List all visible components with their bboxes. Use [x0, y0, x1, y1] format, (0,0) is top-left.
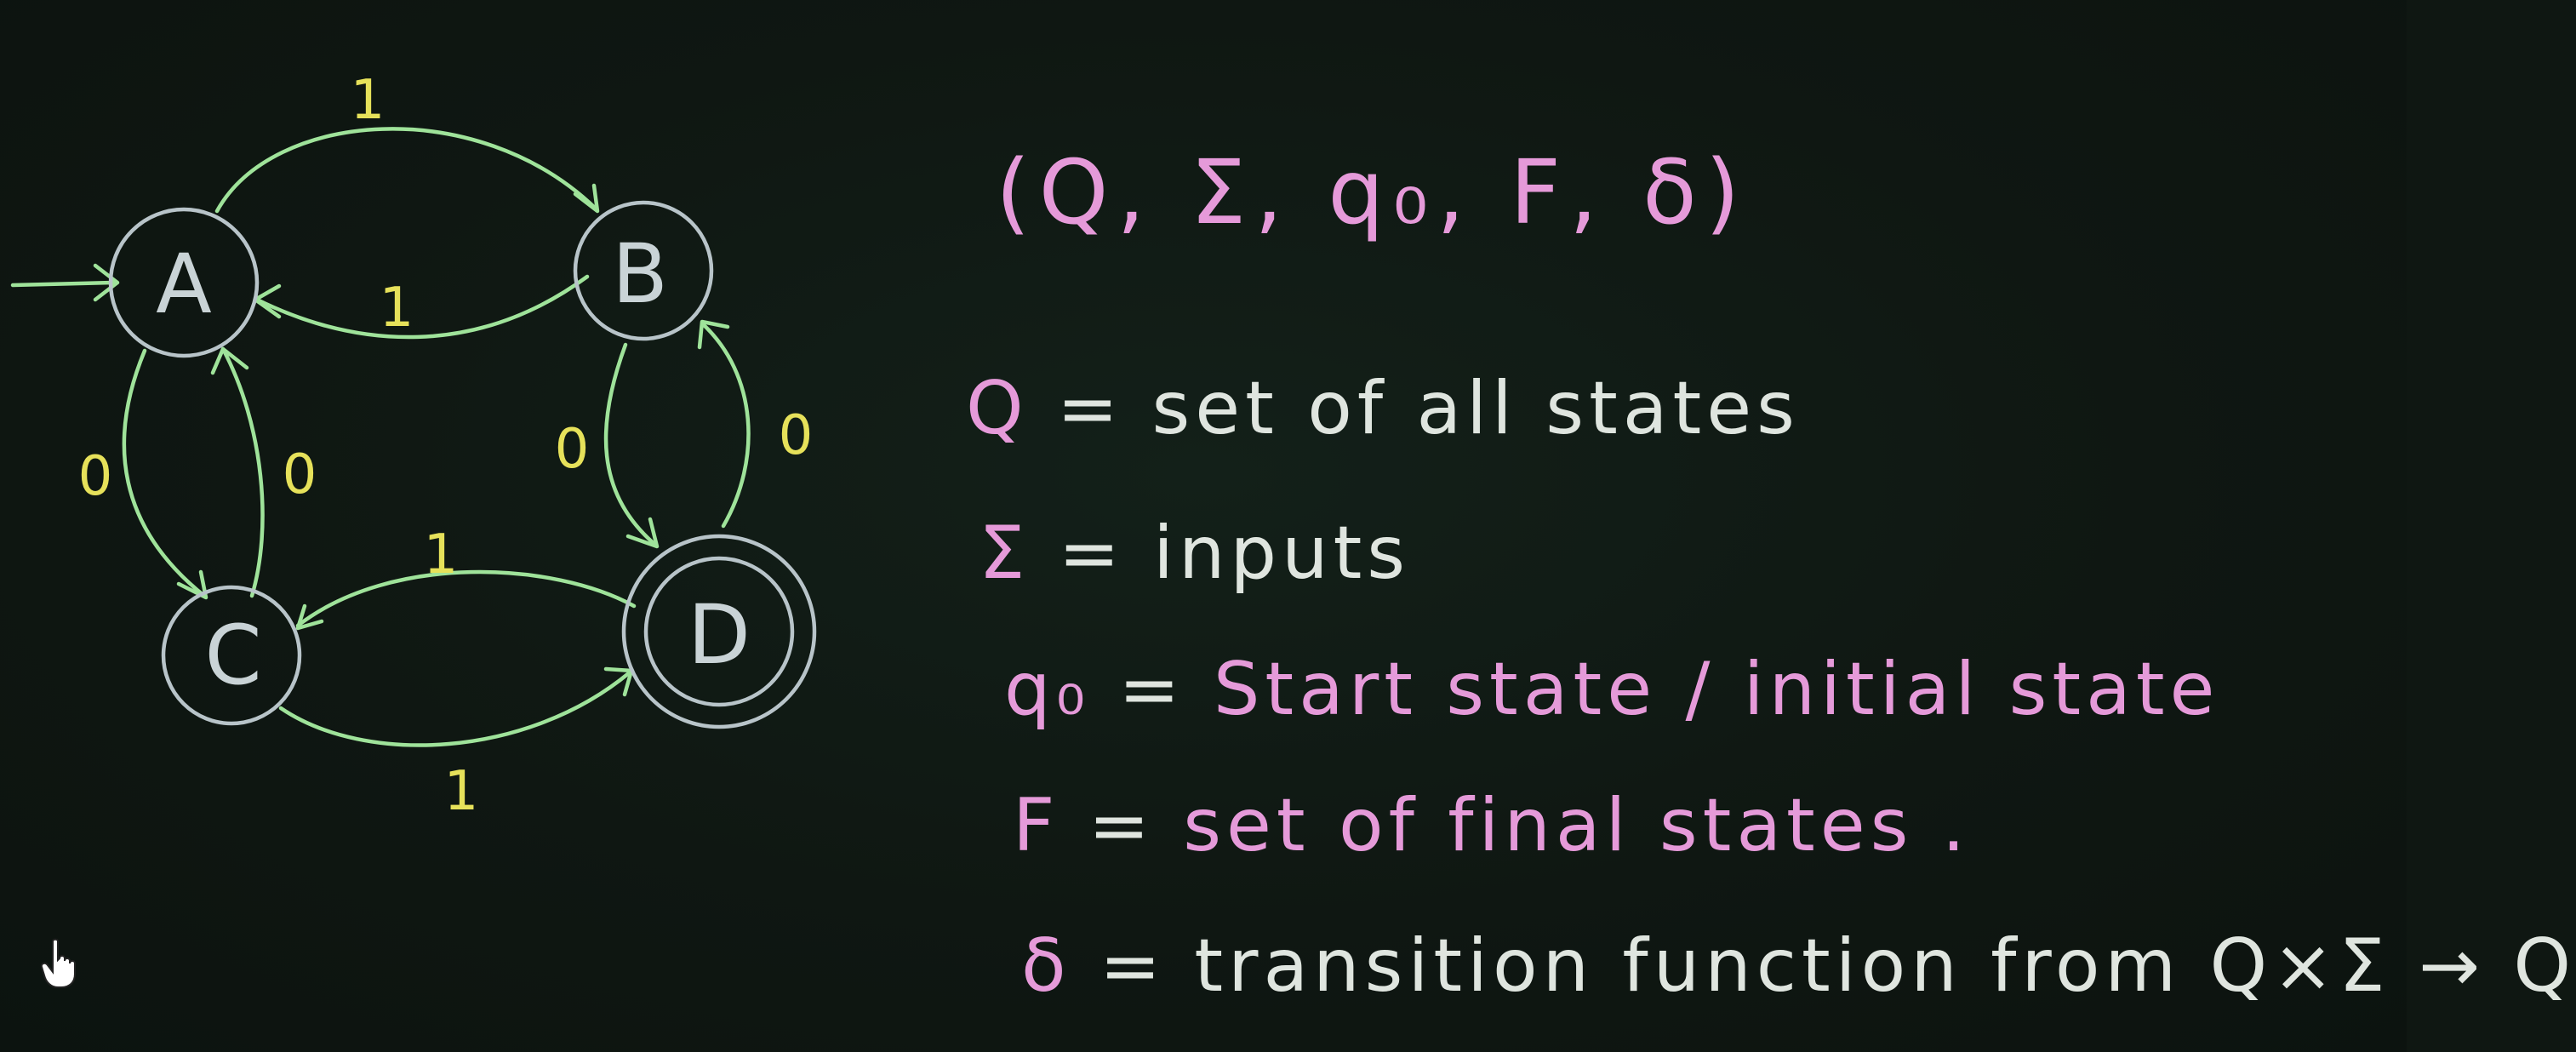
edge-label-c-to-a: 0: [282, 443, 317, 506]
edge-c-to-d: [281, 669, 631, 746]
edge-b-to-d: [606, 345, 657, 546]
edge-label-a-to-c: 0: [77, 445, 113, 508]
edge-label-c-to-d: 1: [443, 760, 479, 823]
definition-text-states: set of all states: [1151, 366, 1800, 451]
state-a-label: A: [156, 237, 212, 332]
symbol-f: F: [1013, 783, 1060, 868]
edge-label-d-to-c: 1: [423, 523, 459, 586]
symbol-q0: q₀: [1004, 647, 1091, 732]
edge-d-to-b: [700, 322, 749, 526]
definition-line-final-states: [1013, 783, 1970, 868]
equals-sign: =: [1099, 923, 1167, 1009]
definition-text-transition: transition function from Q×Σ → Q: [1194, 923, 2576, 1009]
state-c-label: C: [204, 608, 262, 703]
equals-sign: =: [1058, 511, 1125, 596]
edge-label-b-to-d: 0: [554, 418, 590, 481]
edge-d-to-c: [298, 572, 634, 628]
edge-label-b-to-a: 1: [379, 277, 414, 340]
edge-a-to-c: [124, 351, 206, 597]
definition-line-states: [966, 366, 1800, 451]
equals-sign: =: [1057, 366, 1124, 451]
symbol-q: Q: [966, 366, 1029, 451]
symbol-delta: δ: [1021, 923, 1071, 1009]
state-a: [111, 209, 257, 356]
definition-text-start-state: Start state / initial state: [1213, 647, 2220, 732]
symbol-sigma: Σ: [979, 511, 1031, 596]
definition-line-inputs: [979, 511, 1410, 596]
state-d-label: D: [688, 587, 751, 683]
hand-pointer-icon: [41, 938, 78, 989]
definition-line-transition: [1021, 923, 2576, 1009]
edge-label-a-to-b: 1: [350, 69, 386, 132]
edge-a-to-b: [217, 129, 597, 211]
dfa-tuple: (Q, Σ, q₀, F, δ): [996, 140, 1749, 244]
state-b: [575, 203, 711, 339]
start-arrow: [13, 266, 117, 300]
equals-sign: =: [1088, 783, 1155, 868]
edge-b-to-a: [255, 277, 587, 337]
definition-text-final-states: set of final states .: [1183, 783, 1971, 868]
edge-label-d-to-b: 0: [778, 404, 814, 467]
definition-line-start-state: [1004, 647, 2219, 732]
state-b-label: B: [612, 226, 668, 322]
state-d-final: [624, 536, 814, 727]
dfa-diagram: [0, 0, 894, 851]
equals-sign: =: [1118, 647, 1185, 732]
state-c: [163, 587, 300, 723]
definition-text-inputs: inputs: [1153, 511, 1411, 596]
edge-c-to-a: [213, 349, 263, 596]
